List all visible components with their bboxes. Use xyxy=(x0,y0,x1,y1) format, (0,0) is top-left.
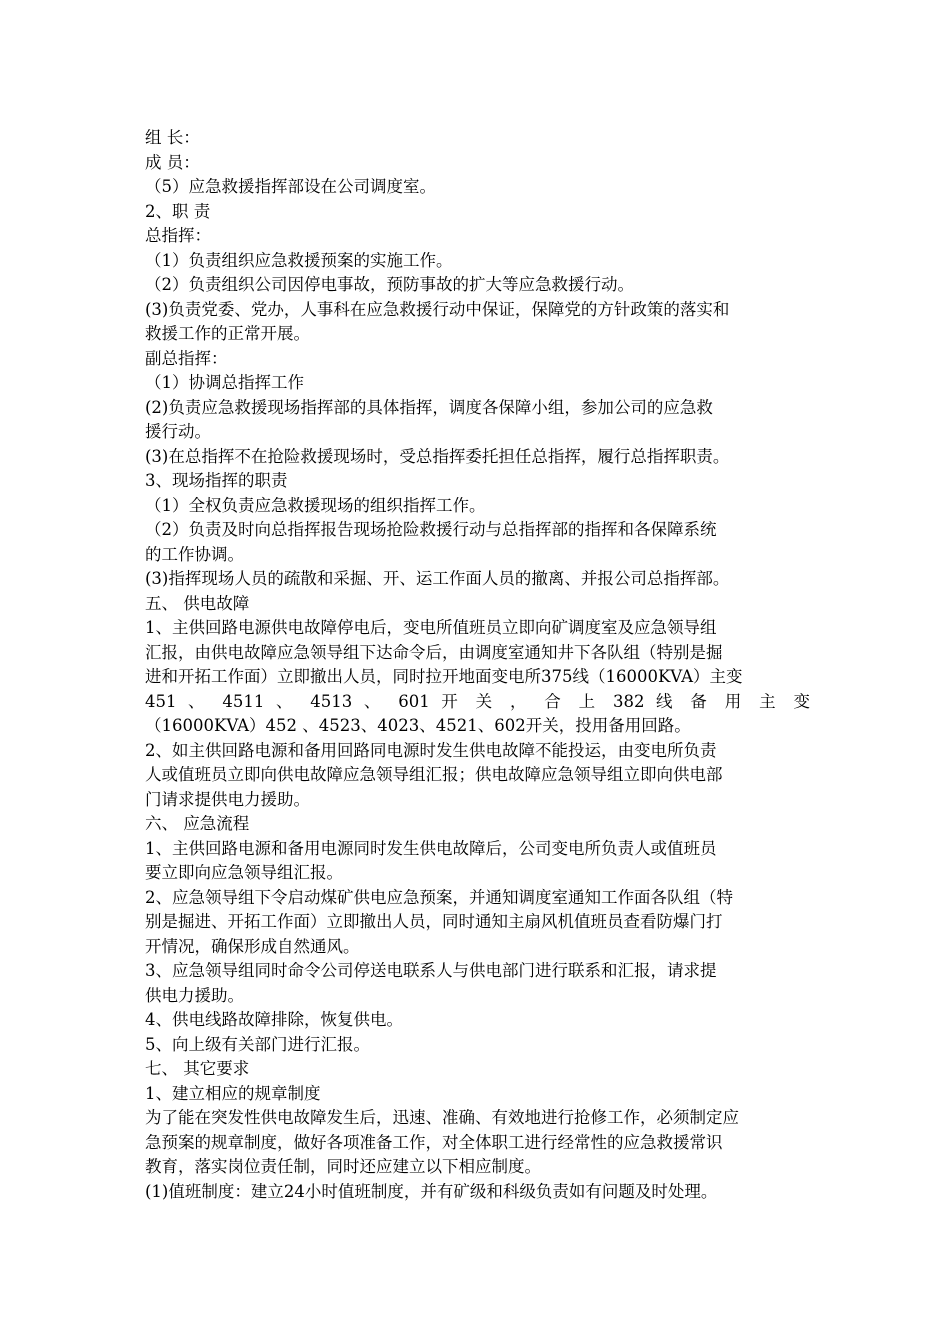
text-line: （1）负责组织应急救援预案的实施工作。 xyxy=(145,250,453,270)
text-line: 汇报，由供电故障应急领导组下达命令后，由调度室通知井下各队组（特别是掘 xyxy=(145,642,723,662)
text-line: 2、如主供回路电源和备用回路同电源时发生供电故障不能投运，由变电所负责 xyxy=(145,740,717,760)
document-page xyxy=(145,126,810,1204)
text-line: 总指挥： xyxy=(145,226,211,245)
text-line: (2)负责应急救援现场指挥部的具体指挥，调度各保障小组，参加公司的应急救 xyxy=(145,397,713,417)
text-line: 七、 其它要求 xyxy=(145,1059,250,1078)
text-line: 1、主供回路电源和备用电源同时发生供电故障后，公司变电所负责人或值班员 xyxy=(145,838,717,858)
text-line: (1)值班制度：建立24小时值班制度，并有矿级和科级负责如有问题及时处理。 xyxy=(145,1181,718,1201)
text-line: （16000KVA）452 、4523、4023、4521、602开关，投用备用回路。 xyxy=(145,716,691,735)
text-line: 3、现场指挥的职责 xyxy=(145,471,288,490)
text-line: 供电力援助。 xyxy=(145,985,244,1005)
text-line: 开情况，确保形成自然通风。 xyxy=(145,936,360,956)
text-line: 进和开拓工作面）立即撤出人员，同时拉开地面变电所375线（16000KVA）主变 xyxy=(145,667,743,686)
text-line: （1）全权负责应急救援现场的组织指挥工作。 xyxy=(145,495,486,515)
text-line: （2）负责及时向总指挥报告现场抢险救援行动与总指挥部的指挥和各保障系统 xyxy=(145,520,717,539)
text-line: 组 长： xyxy=(145,128,200,147)
text-line: 2、职 责 xyxy=(145,201,211,221)
text-line: 六、 应急流程 xyxy=(145,814,250,833)
text-line: 别是掘进、开拓工作面）立即撤出人员，同时通知主扇风机值班员查看防爆门打 xyxy=(145,912,723,931)
text-line: (3)在总指挥不在抢险救援现场时，受总指挥委托担任总指挥，履行总指挥职责。 xyxy=(145,446,730,466)
text-line: 援行动。 xyxy=(145,422,211,441)
text-line: 1、主供回路电源供电故障停电后，变电所值班员立即向矿调度室及应急领导组 xyxy=(145,618,717,637)
text-line: 3、应急领导组同时命令公司停送电联系人与供电部门进行联系和汇报，请求提 xyxy=(145,961,717,980)
text-line: 451 、 4511 、 4513 、 601 开 关 ， 合 上 382 线 备 用 主 变 xyxy=(145,691,810,711)
text-line: 2、应急领导组下令启动煤矿供电应急预案，并通知调度室通知工作面各队组（特 xyxy=(145,887,733,907)
text-line: 教育，落实岗位责任制，同时还应建立以下相应制度。 xyxy=(145,1157,541,1176)
text-line: 急预案的规章制度，做好各项准备工作，对全体职工进行经常性的应急救援常识 xyxy=(145,1132,723,1152)
text-line: 人或值班员立即向供电故障应急领导组汇报；供电故障应急领导组立即向供电部 xyxy=(145,765,723,784)
text-line: 要立即向应急领导组汇报。 xyxy=(145,863,343,882)
text-line: 门请求提供电力援助。 xyxy=(145,789,310,809)
text-line: 副总指挥： xyxy=(145,348,228,368)
text-line: 的工作协调。 xyxy=(145,544,244,564)
text-line: (3)指挥现场人员的疏散和采掘、开、运工作面人员的撤离、并报公司总指挥部。 xyxy=(145,569,730,588)
text-line: 4、供电线路故障排除，恢复供电。 xyxy=(145,1010,403,1029)
text-line: (3)负责党委、党办，人事科在应急救援行动中保证，保障党的方针政策的落实和 xyxy=(145,299,730,319)
text-line: 为了能在突发性供电故障发生后，迅速、准确、有效地进行抢修工作，必须制定应 xyxy=(145,1108,739,1127)
text-line: （5）应急救援指挥部设在公司调度室。 xyxy=(145,177,436,196)
text-line: 成 员： xyxy=(145,152,200,172)
text-line: （1）协调总指挥工作 xyxy=(145,373,304,392)
text-line: 五、 供电故障 xyxy=(145,593,250,613)
text-line: 救援工作的正常开展。 xyxy=(145,324,310,343)
text-line: （2）负责组织公司因停电事故，预防事故的扩大等应急救援行动。 xyxy=(145,275,634,294)
text-line: 1、建立相应的规章制度 xyxy=(145,1083,321,1103)
text-line: 5、向上级有关部门进行汇报。 xyxy=(145,1034,370,1054)
